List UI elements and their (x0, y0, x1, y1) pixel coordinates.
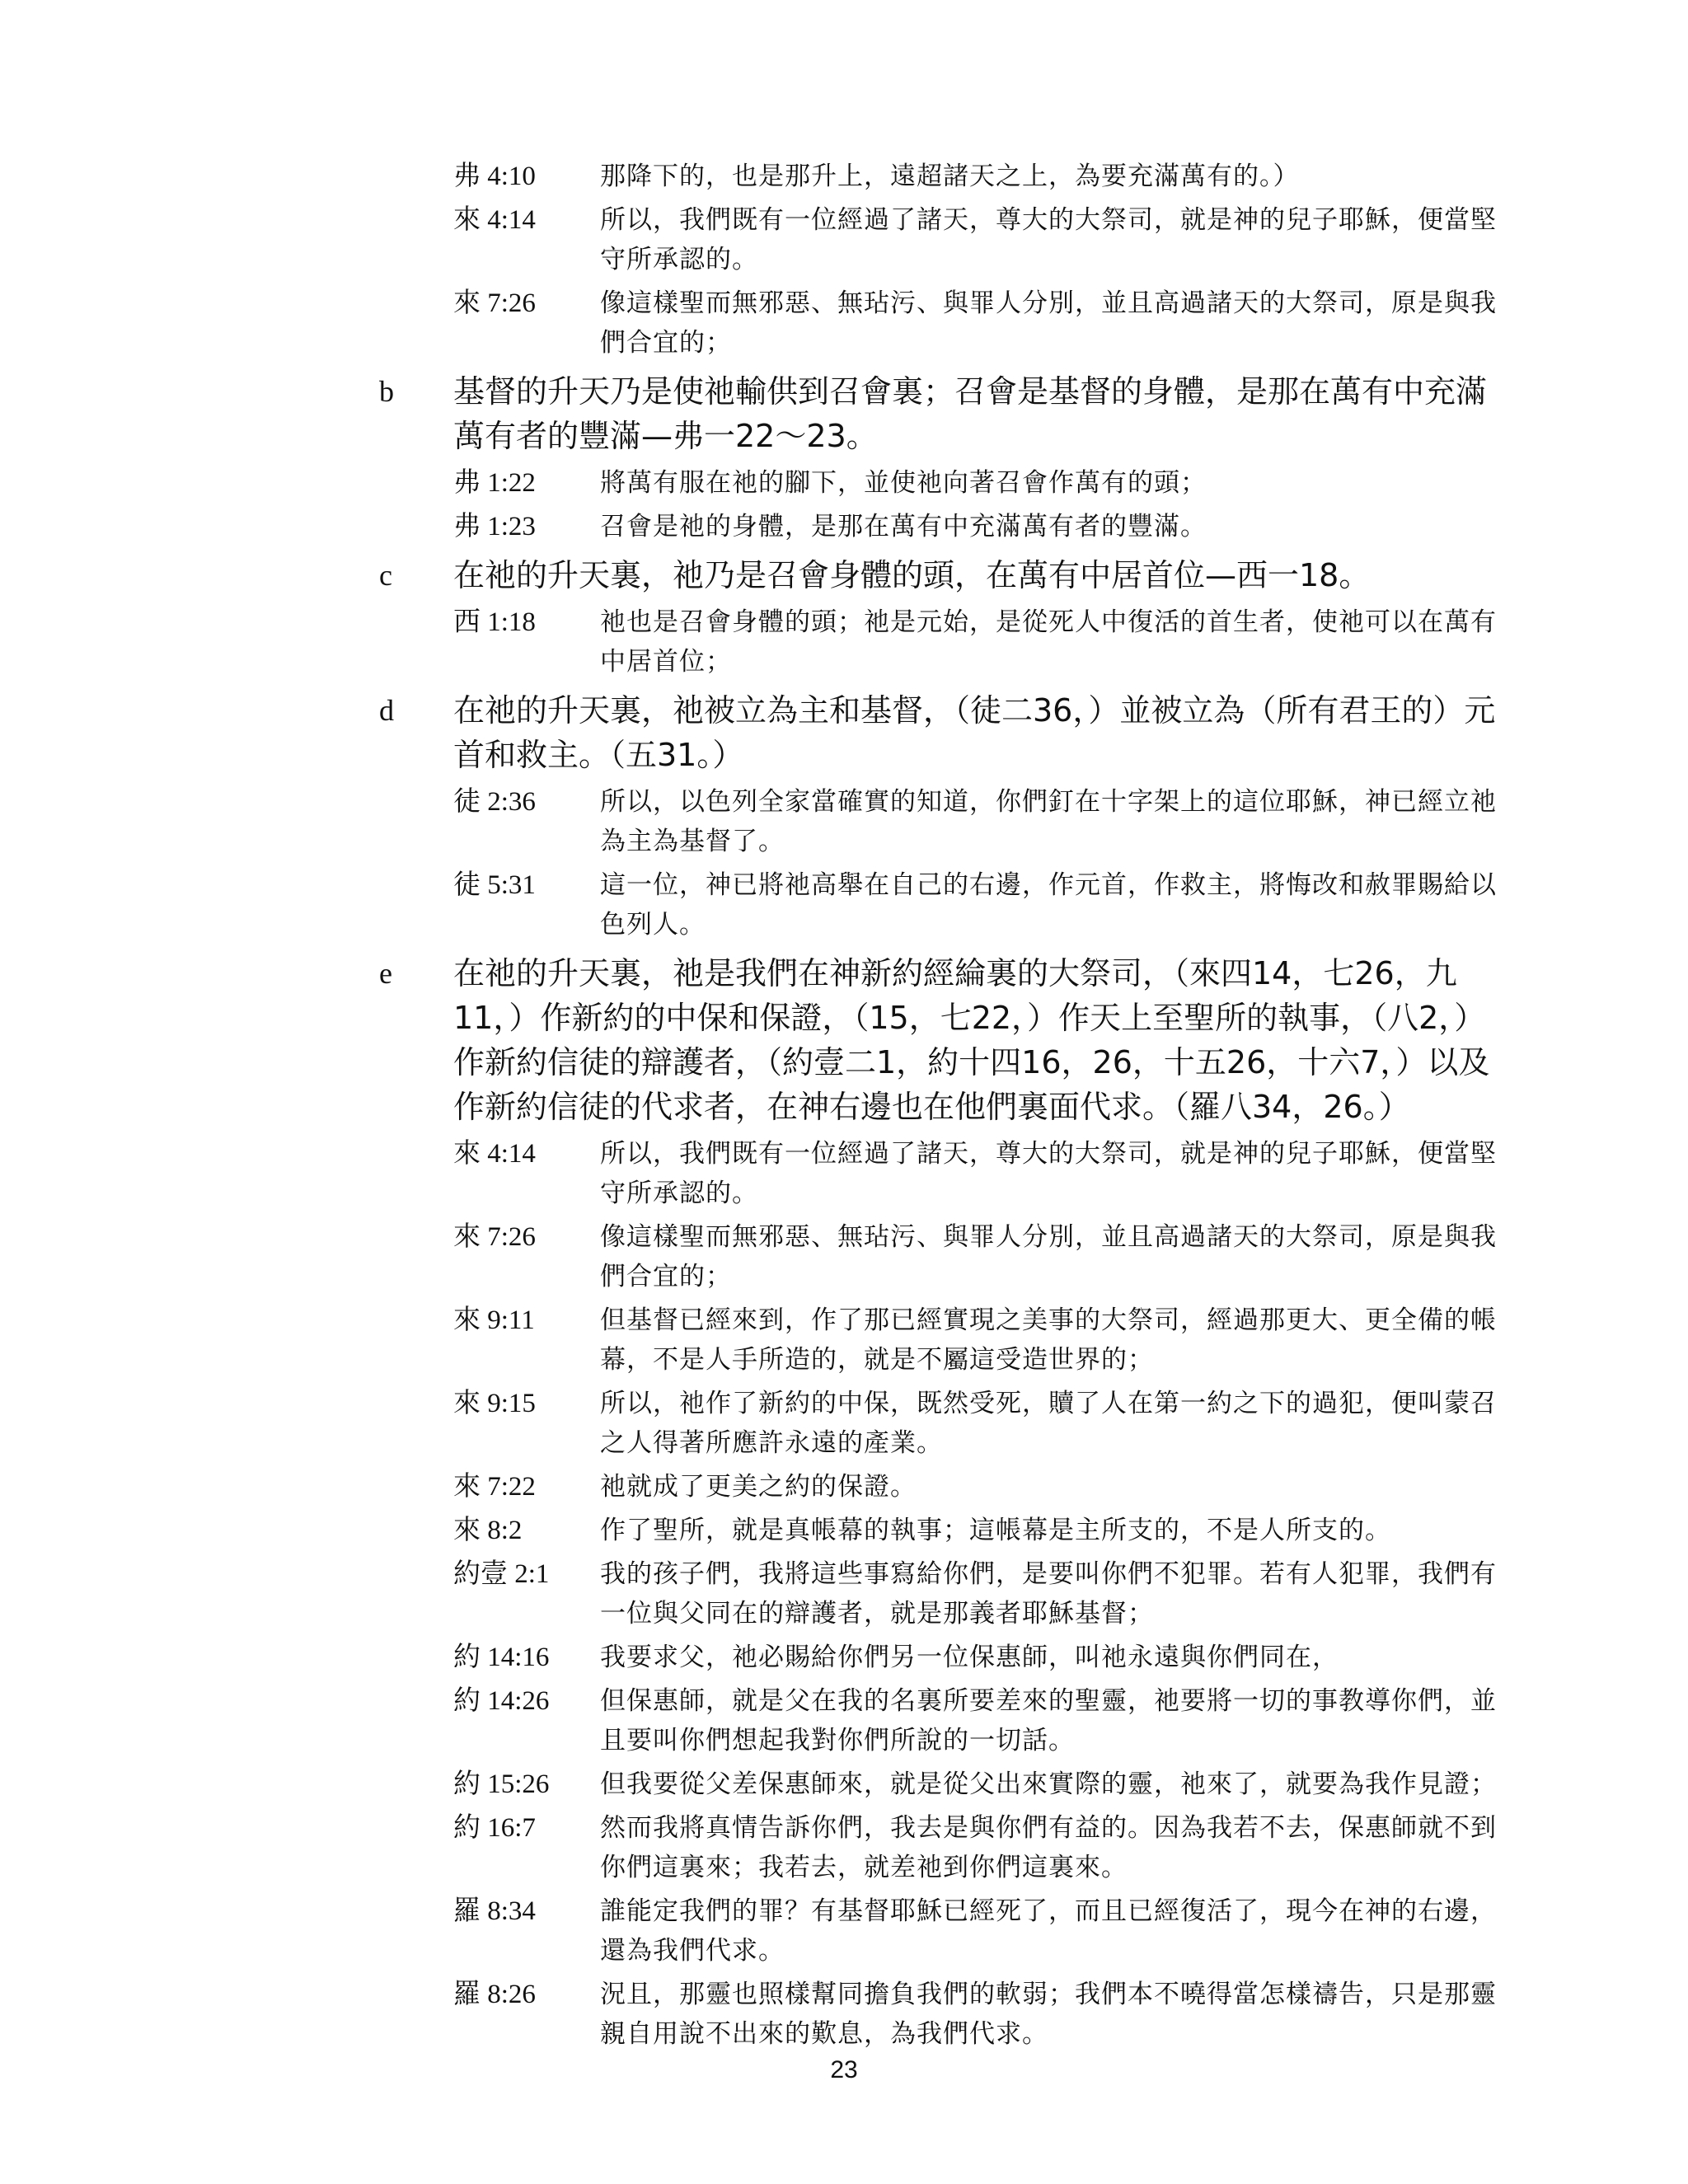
verse-reference: 來 4:14 (453, 1139, 536, 1169)
verse-reference: 來 7:22 (453, 1472, 536, 1502)
verse-reference: 約壹 2:1 (453, 1559, 550, 1589)
outline-point-d (379, 688, 1517, 777)
verse-reference: 來 9:15 (453, 1389, 536, 1418)
verse-reference: 來 9:11 (453, 1305, 535, 1335)
verse-row (453, 157, 1517, 196)
verse-text: 祂也是召會身體的頭；祂是元始，是從死人中復活的首生者，使祂可以在萬有中居首位； (600, 607, 1497, 677)
verse-row (453, 1638, 1517, 1677)
verse-row (453, 1808, 1517, 1887)
verse-row (453, 865, 1517, 944)
point-text: 基督的升天乃是使祂輸供到召會裏；召會是基督的身體，是那在萬有中充滿萬有者的豐滿—弗一22～23。 (453, 373, 1488, 454)
verse-text: 況且，那靈也照樣幫同擔負我們的軟弱；我們本不曉得當怎樣禱告，只是那靈親自用說不出來的歎息，為我們代求。 (600, 1980, 1497, 2049)
verse-row (453, 1975, 1517, 2054)
verse-reference: 約 16:7 (453, 1813, 536, 1843)
verse-text: 但基督已經來到，作了那已經實現之美事的大祭司，經過那更大、更全備的帳幕，不是人手所造的，就是不屬這受造世界的； (600, 1305, 1497, 1375)
verse-row (453, 782, 1517, 861)
verse-text: 所以，祂作了新約的中保，既然受死，贖了人在第一約之下的過犯，便叫蒙召之人得著所應許永遠的產業。 (600, 1389, 1497, 1458)
verse-text: 誰能定我們的罪？有基督耶穌已經死了，而且已經復活了，現今在神的右邊，還為我們代求。 (600, 1896, 1497, 1966)
verse-reference: 約 15:26 (453, 1769, 550, 1799)
verse-reference: 弗 1:22 (453, 468, 536, 498)
outline-content (379, 157, 1517, 2058)
verse-text: 將萬有服在祂的腳下，並使祂向著召會作萬有的頭； (600, 468, 1207, 498)
point-text: 在祂的升天裏，祂是我們在神新約經綸裏的大祭司，（來四14，七26，九11，）作新約的中保和保證，（15，七22，）作天上至聖所的執事，（八2，）作新約信徒的辯護者，（約壹二1，約十四16，26，十五26，十六7，）以及作新約信徒的代求者，在神右邊也在他們裏面代求。（羅八34，26。） (453, 955, 1490, 1125)
verse-text: 但保惠師，就是父在我的名裏所要差來的聖靈，祂要將一切的事教導你們，並且要叫你們想起我對你們所說的一切話。 (600, 1686, 1497, 1755)
verse-reference: 徒 5:31 (453, 870, 536, 900)
verse-reference: 徒 2:36 (453, 787, 536, 817)
point-label: d (379, 694, 394, 727)
verse-text: 所以，我們既有一位經過了諸天，尊大的大祭司，就是神的兒子耶穌，便當堅守所承認的。 (600, 205, 1497, 274)
verse-text: 但我要從父差保惠師來，就是從父出來實際的靈，祂來了，就要為我作見證； (600, 1769, 1497, 1799)
verse-reference: 西 1:18 (453, 607, 536, 637)
verse-row (453, 284, 1517, 363)
verse-row (453, 1554, 1517, 1633)
verse-row (453, 1681, 1517, 1760)
verse-reference: 弗 4:10 (453, 162, 536, 191)
verse-reference: 來 4:14 (453, 205, 536, 235)
verse-text: 這一位，神已將祂高舉在自己的右邊，作元首，作救主，將悔改和赦罪賜給以色列人。 (600, 870, 1497, 940)
verse-reference: 羅 8:34 (453, 1896, 536, 1926)
verse-row (453, 1384, 1517, 1463)
verse-reference: 約 14:26 (453, 1686, 550, 1716)
verse-text: 像這樣聖而無邪惡、無玷污、與罪人分別，並且高過諸天的大祭司，原是與我們合宜的； (600, 1222, 1497, 1291)
page-number: 23 (830, 2056, 858, 2083)
verse-reference: 弗 1:23 (453, 512, 536, 541)
verse-text: 召會是祂的身體，是那在萬有中充滿萬有者的豐滿。 (600, 512, 1207, 541)
verse-row (453, 1891, 1517, 1971)
verse-row (453, 200, 1517, 279)
outline-point-b (379, 369, 1517, 458)
point-label: c (379, 559, 392, 592)
verse-text: 祂就成了更美之約的保證。 (600, 1472, 917, 1502)
verse-row (453, 1301, 1517, 1380)
point-text: 在祂的升天裏，祂乃是召會身體的頭，在萬有中居首位—西一18。 (453, 557, 1371, 593)
verse-row (453, 1765, 1517, 1804)
point-text: 在祂的升天裏，祂被立為主和基督，（徒二36，）並被立為（所有君王的）元首和救主。（五31。） (453, 692, 1496, 773)
verse-row (453, 1134, 1517, 1213)
verse-text: 像這樣聖而無邪惡、無玷污、與罪人分別，並且高過諸天的大祭司，原是與我們合宜的； (600, 288, 1497, 358)
verse-text: 那降下的，也是那升上，遠超諸天之上，為要充滿萬有的。） (600, 162, 1300, 191)
outline-point-c (379, 553, 1517, 598)
verse-text: 作了聖所，就是真帳幕的執事；這帳幕是主所支的，不是人所支的。 (600, 1516, 1391, 1545)
verse-text: 所以，我們既有一位經過了諸天，尊大的大祭司，就是神的兒子耶穌，便當堅守所承認的。 (600, 1139, 1497, 1208)
verse-row (453, 507, 1517, 546)
verse-row (453, 1217, 1517, 1296)
verse-text: 我要求父，祂必賜給你們另一位保惠師，叫祂永遠與你們同在， (600, 1643, 1339, 1672)
point-label: b (379, 375, 394, 408)
verse-text: 所以，以色列全家當確實的知道，你們釘在十字架上的這位耶穌，神已經立祂為主為基督了。 (600, 787, 1497, 856)
verse-row (453, 463, 1517, 503)
verse-reference: 羅 8:26 (453, 1980, 536, 2009)
outline-point-e (379, 951, 1517, 1129)
verse-reference: 來 7:26 (453, 288, 536, 318)
verse-row (453, 1467, 1517, 1507)
point-label: e (379, 957, 392, 990)
verse-reference: 來 8:2 (453, 1516, 523, 1545)
verse-reference: 約 14:16 (453, 1643, 550, 1672)
verse-text: 我的孩子們，我將這些事寫給你們，是要叫你們不犯罪。若有人犯罪，我們有一位與父同在的辯護者，就是那義者耶穌基督； (600, 1559, 1497, 1629)
verse-reference: 來 7:26 (453, 1222, 536, 1252)
verse-row (453, 1511, 1517, 1550)
verse-row (453, 602, 1517, 682)
verse-text: 然而我將真情告訴你們，我去是與你們有益的。因為我若不去，保惠師就不到你們這裏來；我若去，就差祂到你們這裏來。 (600, 1813, 1497, 1882)
